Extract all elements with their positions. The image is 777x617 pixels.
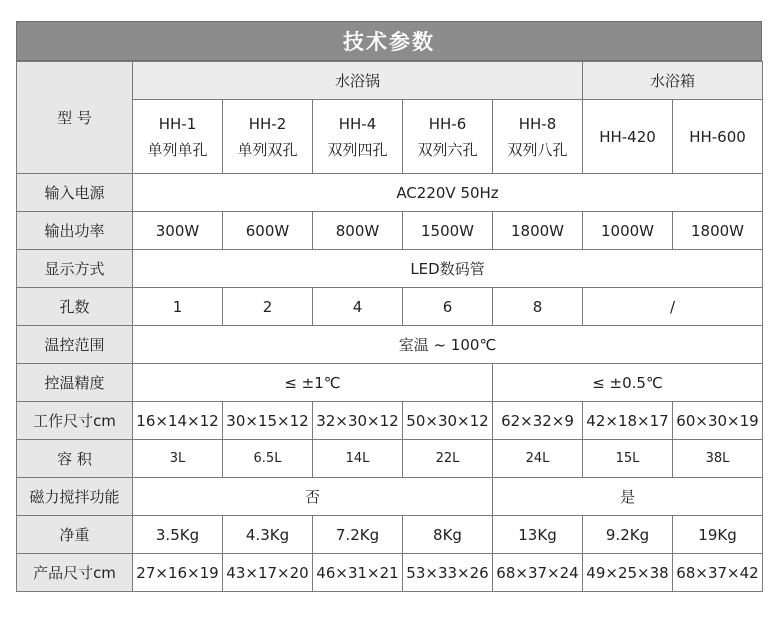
model-cell [133, 100, 223, 174]
model-code: HH-600 [689, 127, 746, 146]
table-cell: 800W [313, 212, 403, 250]
table-row-magnetic [17, 478, 763, 516]
table-cell: 6.5L [223, 440, 313, 478]
table-cell: 49×25×38 [583, 554, 673, 592]
table-cell: ≤ ±0.5℃ [493, 364, 763, 402]
table-cell: 1500W [403, 212, 493, 250]
table-cell: 38L [673, 440, 763, 478]
table-cell: 19Kg [673, 516, 763, 554]
table-cell: 4.3Kg [223, 516, 313, 554]
model-code: HH-8 [518, 114, 557, 133]
table-cell: 2 [223, 288, 313, 326]
table-title: 技术参数 [16, 21, 762, 61]
table-cell: 室温 ~ 100℃ [133, 326, 763, 364]
table-row-display [17, 250, 763, 288]
model-cell [223, 100, 313, 174]
table-cell: 68×37×24 [493, 554, 583, 592]
spec-table [16, 61, 763, 592]
spec-sheet [16, 21, 762, 592]
table-cell: 否 [133, 478, 493, 516]
table-cell: 6 [403, 288, 493, 326]
model-code: HH-420 [599, 127, 656, 146]
model-code: HH-4 [338, 114, 377, 133]
table-cell: 3L [133, 440, 223, 478]
table-row-work-size [17, 402, 763, 440]
row-label: 产品尺寸cm [17, 554, 133, 592]
table-cell: 62×32×9 [493, 402, 583, 440]
table-cell: 13Kg [493, 516, 583, 554]
model-label: 型 号 [17, 62, 133, 174]
group-bath-box: 水浴箱 [583, 62, 763, 100]
model-cell [313, 100, 403, 174]
table-cell: 27×16×19 [133, 554, 223, 592]
table-cell: 15L [583, 440, 673, 478]
table-cell: 24L [493, 440, 583, 478]
row-label: 温控范围 [17, 326, 133, 364]
row-label: 磁力搅拌功能 [17, 478, 133, 516]
table-row-temp-range [17, 326, 763, 364]
table-cell: 4 [313, 288, 403, 326]
table-cell: 30×15×12 [223, 402, 313, 440]
table-cell: 1 [133, 288, 223, 326]
model-desc: 双列八孔 [507, 140, 568, 159]
table-row-net-weight [17, 516, 763, 554]
table-row-power-input [17, 174, 763, 212]
table-cell: 42×18×17 [583, 402, 673, 440]
table-cell: 53×33×26 [403, 554, 493, 592]
table-cell: 3.5Kg [133, 516, 223, 554]
table-cell: 9.2Kg [583, 516, 673, 554]
table-cell: 46×31×21 [313, 554, 403, 592]
table-row-capacity [17, 440, 763, 478]
row-label: 输入电源 [17, 174, 133, 212]
table-cell: 600W [223, 212, 313, 250]
table-cell: 1800W [673, 212, 763, 250]
row-label: 输出功率 [17, 212, 133, 250]
table-row-product-size [17, 554, 763, 592]
table-cell: AC220V 50Hz [133, 174, 763, 212]
table-row-holes [17, 288, 763, 326]
table-cell: 1000W [583, 212, 673, 250]
table-cell: 60×30×19 [673, 402, 763, 440]
row-label: 控温精度 [17, 364, 133, 402]
row-label: 净重 [17, 516, 133, 554]
header-row-groups [17, 62, 763, 100]
model-desc: 双列六孔 [417, 140, 478, 159]
table-cell: ≤ ±1℃ [133, 364, 493, 402]
table-cell: 8 [493, 288, 583, 326]
model-desc: 单列双孔 [237, 140, 298, 159]
model-code: HH-2 [248, 114, 287, 133]
table-cell: 8Kg [403, 516, 493, 554]
model-code: HH-6 [428, 114, 467, 133]
table-cell: 1800W [493, 212, 583, 250]
table-cell: 50×30×12 [403, 402, 493, 440]
model-cell [403, 100, 493, 174]
table-cell: 68×37×42 [673, 554, 763, 592]
model-cell [583, 100, 673, 174]
row-label: 容 积 [17, 440, 133, 478]
group-bath-pot: 水浴锅 [133, 62, 583, 100]
table-cell: 16×14×12 [133, 402, 223, 440]
table-cell: LED数码管 [133, 250, 763, 288]
model-cell [493, 100, 583, 174]
table-row-temp-precision [17, 364, 763, 402]
model-cell [673, 100, 763, 174]
row-label: 工作尺寸cm [17, 402, 133, 440]
table-cell: 22L [403, 440, 493, 478]
table-cell: / [583, 288, 763, 326]
table-cell: 43×17×20 [223, 554, 313, 592]
table-cell: 300W [133, 212, 223, 250]
row-label: 显示方式 [17, 250, 133, 288]
table-cell: 是 [493, 478, 763, 516]
table-cell: 7.2Kg [313, 516, 403, 554]
model-desc: 单列单孔 [147, 140, 208, 159]
model-desc: 双列四孔 [327, 140, 388, 159]
table-cell: 32×30×12 [313, 402, 403, 440]
row-label: 孔数 [17, 288, 133, 326]
table-row-power-output [17, 212, 763, 250]
table-cell: 14L [313, 440, 403, 478]
model-code: HH-1 [158, 114, 197, 133]
